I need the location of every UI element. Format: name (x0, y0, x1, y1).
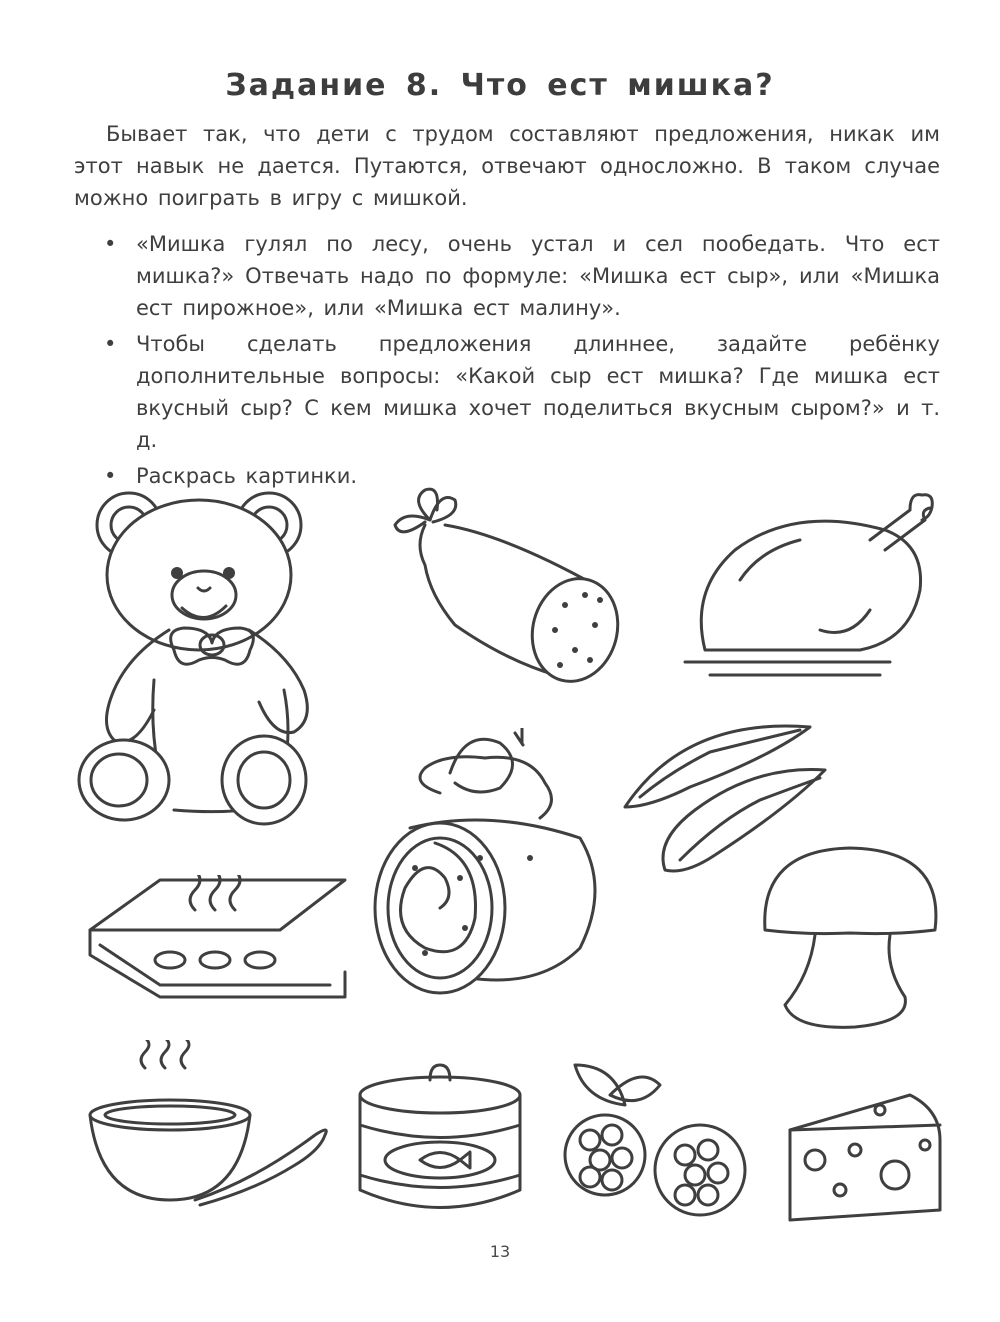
cake-roll-icon (370, 728, 605, 998)
soup-bowl-icon (85, 1040, 335, 1220)
bullet-icon: • (104, 332, 117, 356)
roast-chicken-icon (680, 490, 950, 680)
instruction-list (74, 228, 940, 496)
mushroom-icon (755, 840, 945, 1030)
page-title: Задание 8. Что ест мишка? (225, 68, 775, 103)
raspberries-icon (560, 1055, 760, 1220)
intro-paragraph: Бывает так, что дети с трудом составляют предложения, никак им этот навык не дается. Путаются, отвечают односложно. В таком случае можно поиграть в игру с мишкой. (74, 122, 940, 210)
bullet-icon: • (104, 232, 117, 256)
teddy-bear-icon (74, 480, 314, 840)
list-item-text: Чтобы сделать предложения длиннее, задайте ребёнку дополнительные вопросы: «Какой сыр ест мишка? Где мишка ест вкусный сыр? С кем мишка хочет поделиться вкусным сыром?» и т. д. (136, 332, 940, 452)
page-number: 13 (489, 1242, 511, 1261)
pizza-box-icon (85, 875, 350, 1005)
list-item-text: Раскрась картинки. (136, 464, 358, 488)
bullet-icon: • (104, 464, 117, 488)
list-item-text: «Мишка гулял по лесу, очень устал и сел пообедать. Что ест мишка?» Отвечать надо по формуле: «Мишка ест сыр», или «Мишка ест пирожное», или «Мишка ест малину». (136, 232, 940, 320)
canned-fish-icon (355, 1055, 525, 1215)
sausage-icon (385, 485, 625, 685)
list-item (74, 228, 940, 324)
list-item (74, 328, 940, 456)
cheese-icon (785, 1090, 945, 1225)
